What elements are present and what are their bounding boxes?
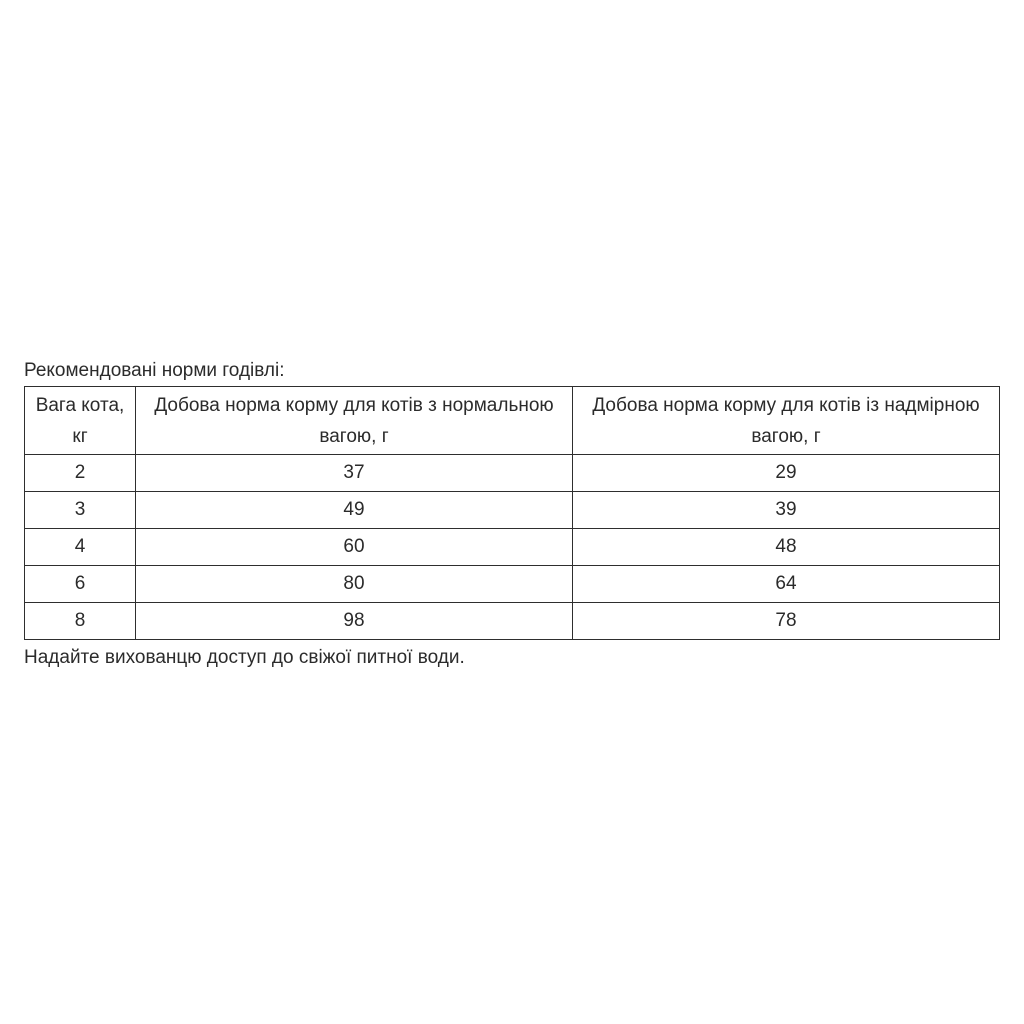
table-cell-normal: 98 <box>136 603 573 640</box>
table-cell-overweight: 48 <box>573 529 1000 566</box>
table-cell-weight: 8 <box>25 603 136 640</box>
table-cell-overweight: 64 <box>573 566 1000 603</box>
table-cell-weight: 6 <box>25 566 136 603</box>
table-cell-normal: 60 <box>136 529 573 566</box>
table-row <box>25 603 1000 640</box>
water-note: Надайте вихованцю доступ до свіжої питної води. <box>24 647 465 668</box>
table-cell-normal: 37 <box>136 455 573 492</box>
table-row <box>25 529 1000 566</box>
header-overweight-norm: Добова норма корму для котів із надмірною вагою, г <box>573 387 1000 455</box>
table-cell-overweight: 39 <box>573 492 1000 529</box>
table-row <box>25 492 1000 529</box>
header-cat-weight: Вага кота, кг <box>25 387 136 455</box>
document-content <box>24 357 999 672</box>
table-cell-weight: 2 <box>25 455 136 492</box>
table-cell-overweight: 29 <box>573 455 1000 492</box>
section-heading: Рекомендовані норми годівлі: <box>24 360 285 381</box>
table-cell-weight: 3 <box>25 492 136 529</box>
table-cell-normal: 49 <box>136 492 573 529</box>
table-cell-weight: 4 <box>25 529 136 566</box>
header-normal-weight-norm: Добова норма корму для котів з нормальною вагою, г <box>136 387 573 455</box>
table-row <box>25 566 1000 603</box>
table-row <box>25 455 1000 492</box>
feeding-table <box>24 386 1000 640</box>
table-cell-overweight: 78 <box>573 603 1000 640</box>
table-cell-normal: 80 <box>136 566 573 603</box>
table-header-row <box>25 387 1000 455</box>
